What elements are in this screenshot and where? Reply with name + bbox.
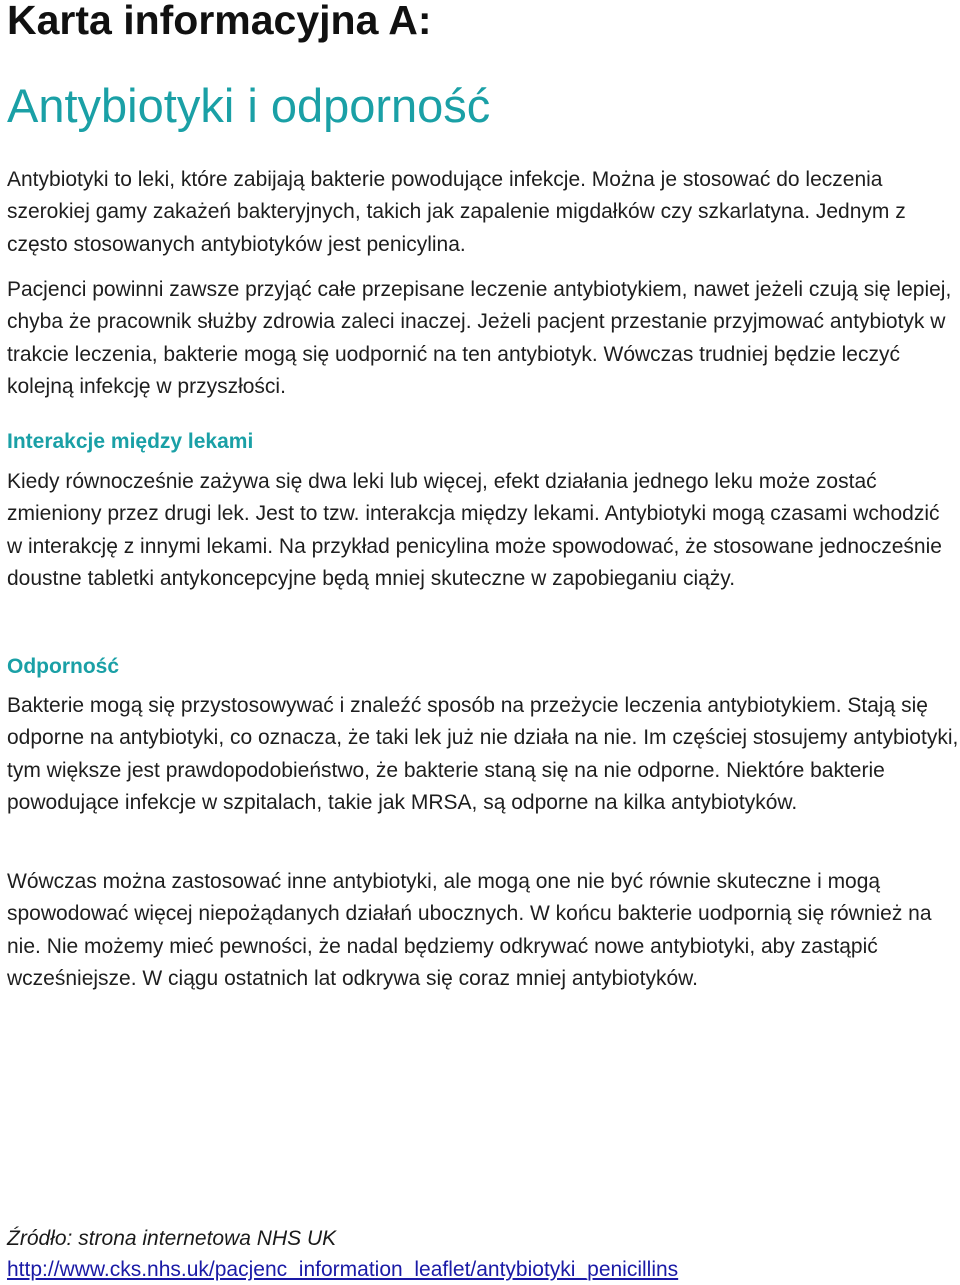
resistance-paragraph-1: Bakterie mogą się przystosowywać i znaleźć sposób na przeżycie leczenia antybiotykiem. Stają się odporne na antybiotyki, co oznacza, że taki lek już nie działa na nie. Im częściej stosujemy antybiotyki, tym większe jest prawdopodobieństwo, że bakterie staną się na nie odporne. Niektóre bakterie powodujące infekcje w szpitalach, takie jak MRSA, są odporne na kilka antybiotyków. (7, 694, 959, 814)
interactions-paragraph: Kiedy równocześnie zażywa się dwa leki lub więcej, efekt działania jednego leku może zostać zmieniony przez drugi lek. Jest to tzw. interakcja między lekami. Antybiotyki mogą czasami wchodzić w interakcję z innymi lekami. Na przykład penicylina może spowodować, że stosowane jednocześnie doustne tabletki antykoncepcyjne będą mniej skuteczne w zapobieganiu ciąży. (7, 470, 942, 590)
intro-paragraph-1: Antybiotyki to leki, które zabijają bakterie powodujące infekcje. Można je stosować do leczenia szerokiej gamy zakażeń bakteryjnych, takich jak zapalenie migdałków czy szkarlatyna. Jednym z często stosowanych antybiotyków jest penicylina. (7, 168, 906, 256)
source-link[interactable]: http://www.cks.nhs.uk/pacjenc_information_leaflet/antybiotyki_penicillins (7, 1258, 679, 1281)
section-heading-resistance: Odporność (7, 655, 120, 678)
page-title: Karta informacyjna A: (7, 0, 432, 43)
source-label: Źródło: strona internetowa NHS UK (7, 1227, 337, 1250)
resistance-paragraph-2: Wówczas można zastosować inne antybiotyki, ale mogą one nie być równie skuteczne i mogą spowodować więcej niepożądanych działań ubocznych. W końcu bakterie uodpornią się również na nie. Nie możemy mieć pewności, że nadal będziemy odkrywać nowe antybiotyki, aby zastąpić wcześniejsze. W ciągu ostatnich lat odkrywa się coraz mniej antybiotyków. (7, 870, 932, 990)
intro-paragraph-2: Pacjenci powinni zawsze przyjąć całe przepisane leczenie antybiotykiem, nawet jeżeli czują się lepiej, chyba że pracownik służby zdrowia zaleci inaczej. Jeżeli pacjent przestanie przyjmować antybiotyk w trakcie leczenia, bakterie mogą się uodpornić na ten antybiotyk. Wówczas trudniej będzie leczyć kolejną infekcję w przyszłości. (7, 278, 952, 398)
section-heading-interactions: Interakcje między lekami (7, 430, 254, 453)
page-subtitle: Antybiotyki i odporność (7, 79, 491, 132)
